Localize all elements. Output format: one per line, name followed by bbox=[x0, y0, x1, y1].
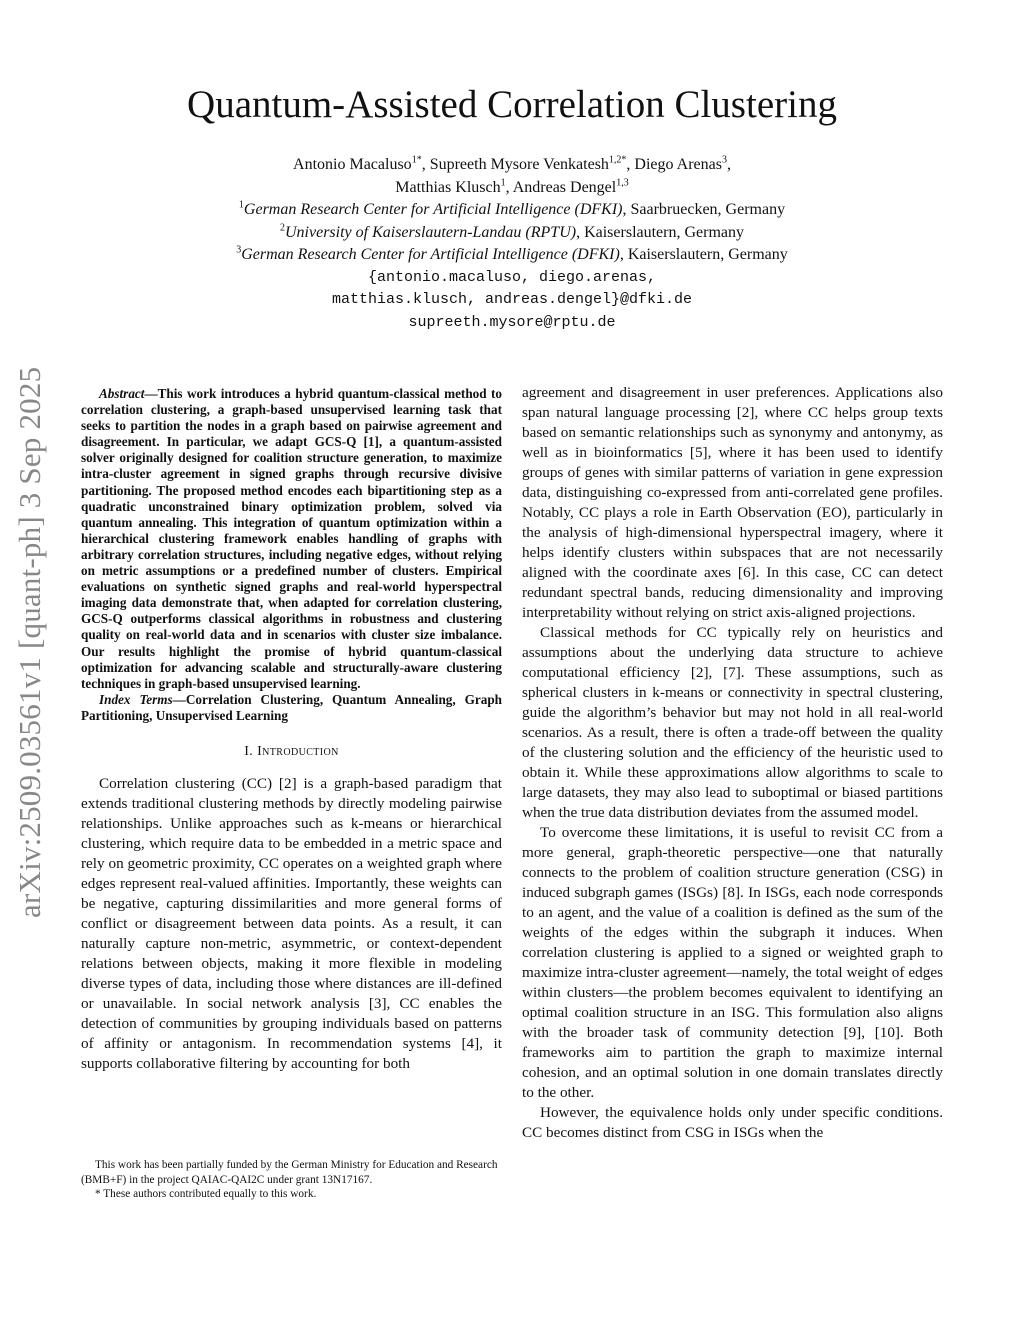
body-paragraph: However, the equivalence holds only under specific conditions. CC becomes distinct from CSG in ISGs when the bbox=[522, 1104, 943, 1141]
email-line-1: {antonio.macaluso, diego.arenas, bbox=[367, 268, 657, 286]
intro-paragraph: Correlation clustering (CC) [2] is a graph-based paradigm that extends traditional clustering methods by directly modeling pairwise relationships. Unlike approaches such as k-means or hierarchical clustering, which require data to be embedded in a metric space and rely on geometric proximity, CC operates on a weighted graph where edges represent real-valued affinities. Importantly, these weights can be negative, capturing dissimilarities and more general forms of conflict or disagreement between data points. As a result, it can naturally capture non-metric, asymmetric, or context-dependent relations between objects, making it more flexible in modeling diverse types of data, including those where distances are ill-defined or unavailable. In social network analysis [3], CC enables the detection of communities by grouping individuals based on patterns of affinity or antagonism. In recommendation systems [4], it supports collaborative filtering by accounting for both bbox=[81, 774, 502, 1072]
author-line-2: Matthias Klusch$^1$, Andreas Dengel$^{1,3}$ bbox=[395, 177, 629, 196]
email-line-2: matthias.klusch, andreas.dengel}@dfki.de bbox=[331, 291, 693, 308]
abstract: Abstract—This work introduces a hybrid quantum-classical method to correlation clustering, a graph-based unsupervised learning task that seeks to partition the nodes in a graph based on pairwise agreement and disagreement. In particular, we adapt GCS-Q [1], a quantum-assisted solver originally designed for coalition structure generation, to maximize intra-cluster agreement in signed graphs through recursive divisive partitioning. The proposed method encodes each bipartitioning step as a quadratic unconstrained binary optimization problem, solved via quantum annealing. This integration of quantum optimization within a hierarchical clustering framework enables handling of graphs with arbitrary correlation structures, including negative edges, without relying on metric assumptions or a predefined number of clusters. Empirical evaluations on synthetic signed graphs and real-world hyperspectral imaging data demonstrate that, when adapted for correlation clustering, GCS-Q outperforms classical algorithms in robustness and clustering quality on real-world data and in scenarios with cluster size imbalance. Our results highlight the promise of hybrid quantum-classical optimization for advancing scalable and structurally-aware clustering techniques in graph-based unsupervised learning. bbox=[81, 386, 502, 691]
author-line-1: Antonio Macaluso$^{1*}$, Supreeth Mysore Venkatesh$^{1,2*}$, Diego Arenas$^3$, bbox=[293, 154, 731, 173]
arxiv-identifier: arXiv:2509.03561v1 [quant-ph] 3 Sep 2025 bbox=[12, 366, 47, 918]
index-terms: Index Terms—Correlation Clustering, Quantum Annealing, Graph Partitioning, Unsupervised Learning bbox=[81, 691, 502, 723]
body-paragraph: Classical methods for CC typically rely on heuristics and assumptions about the underlying data structure to achieve computational efficiency [2], [7]. These assumptions, such as spherical clusters in k-means or connectivity in spectral clustering, guide the algorithm’s behavior but may not hold in all real-world scenarios. As a result, there is often a trade-off between the quality of the clustering solution and the efficiency of the heuristic used to obtain it. While these approximations allow algorithms to scale to large datasets, they may also lead to suboptimal or biased partitions when the true data distribution deviates from the assumed model. bbox=[522, 624, 943, 821]
affiliation-1: $^1$German Research Center for Artificial Intelligence (DFKI), Saarbruecken, Germany bbox=[238, 199, 786, 218]
footnotes bbox=[81, 1158, 502, 1202]
email-line-3: supreeth.mysore@rptu.de bbox=[408, 313, 616, 331]
author-block bbox=[0, 154, 1024, 334]
left-column bbox=[81, 386, 502, 1074]
section-heading: I. Introduction bbox=[244, 743, 339, 759]
affiliation-3: $^3$German Research Center for Artificial Intelligence (DFKI), Kaiserslautern, Germany bbox=[236, 244, 788, 263]
body-paragraph: To overcome these limitations, it is useful to revisit CC from a more general, graph-theoretic perspective—one that naturally connects to the problem of coalition structure generation (CSG) in induced subgraph games (ISGs) [8]. In ISGs, each node corresponds to an agent, and the value of a coalition is defined as the sum of the weights of the edges within the subgraph it induces. When correlation clustering is applied to a signed or weighted graph to maximize intra-cluster agreement—namely, the total weight of edges within clusters—the problem becomes equivalent to identifying an optimal coalition structure in an ISG. This formulation also aligns with the broader task of community detection [9], [10]. Both frameworks aim to partition the graph to maximize internal cohesion, and an optimal solution in one domain translates directly to the other. bbox=[522, 824, 943, 1101]
right-column bbox=[522, 383, 943, 1143]
funding-footnote: This work has been partially funded by the German Ministry for Education and Research (BMB+F) in the project QAIAC-QAI2C under grant 13N17167. bbox=[81, 1159, 498, 1186]
paper-title: Quantum-Assisted Correlation Clustering bbox=[187, 83, 837, 126]
equal-contribution-footnote: * These authors contributed equally to this work. bbox=[95, 1188, 317, 1200]
body-paragraph: agreement and disagreement in user preferences. Applications also span natural language processing [2], where CC helps group texts based on semantic relationships such as synonymy and antonymy, as well as in bioinformatics [5], where it has been used to identify groups of genes with similar patterns of variation in gene expression data, distinguishing co-expressed from anti-correlated gene profiles. Notably, CC plays a role in Earth Observation (EO), particularly in the analysis of high-dimensional hyperspectral imagery, where it helps identify clusters within subspaces that are not necessarily aligned with the coordinate axes [6]. In this case, CC can detect redundant spectral bands, reducing dimensionality and improving interpretability without relying on strict axis-aligned projections. bbox=[522, 384, 943, 621]
affiliation-2: $^2$University of Kaiserslautern-Landau (RPTU), Kaiserslautern, Germany bbox=[279, 222, 745, 241]
